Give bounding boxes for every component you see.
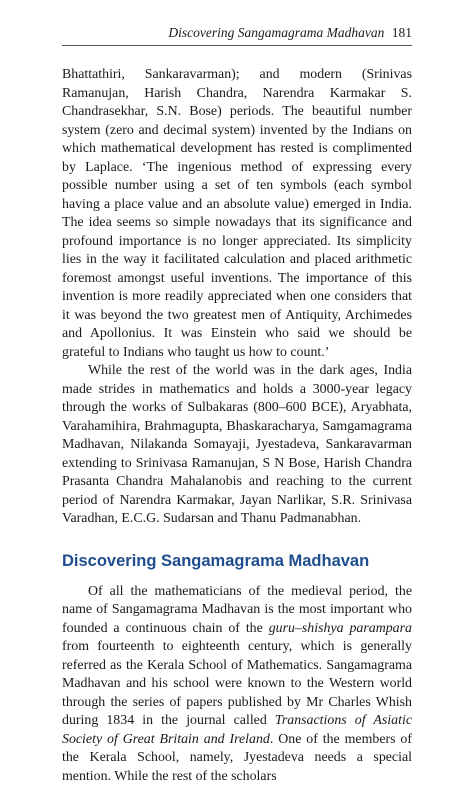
paragraph-2: While the rest of the world was in the dark ages, India made strides in mathematics and holds a 3000-year legacy through the works of Sulbakaras (800–600 BCE), Aryabhata, Varahamihira, Brahmagupta, Bhaskaracharya, Samgamagrama Madhavan, Nilakanda Somayaji, Jyestadeva, Sankaravarman extending to Srinivasa Ramanujan, S N Bose, Harish Chandra Prasanta Chandra Mahalanobis and reaching to the current period of Narendra Karmakar, Jayan Narlikar, S.R. Srinivasa Varadhan, E.C.G. Sudarsan and Thanu Padmanabhan. [62, 362, 412, 529]
paragraph-3-text-c: . One of the members of the Kerala School, namely, Jyestadeva needs a special mention. While the rest of the scholars [62, 732, 412, 784]
section-heading: Discovering Sangamagrama Madhavan [62, 551, 412, 571]
paragraph-3-text-a: Of all the mathematicians of the medieval period, the name of Sangamagrama Madhavan is the most important who founded a continuous chain of the [62, 584, 412, 636]
page-number: 181 [392, 25, 412, 40]
paragraph-3-italic-term: guru–shishya parampara [269, 621, 412, 636]
running-header-title: Discovering Sangamagrama Madhavan [168, 25, 384, 40]
paragraph-3-journal-title: Transactions of Asiatic Society of Great Britain and Ireland [62, 713, 412, 747]
body-text [62, 66, 412, 786]
paragraph-1: Bhattathiri, Sankaravarman); and modern (Srinivas Ramanujan, Harish Chandra, Narendra Karmakar S. Chandrasekhar, S.N. Bose) periods. The beautiful number system (zero and decimal system) invented by the Indians on which mathematical development has rested is complimented by Laplace. ‘The ingenious method of expressing every possible number using a set of ten symbols (each symbol having a place value and an absolute value) emerged in India. The idea seems so simple nowadays that its significance and profound importance is no longer appreciated. Its simplicity lies in the way it facilitated calculation and placed arithmetic foremost amongst useful inventions. The importance of this invention is more readily appreciated when one considers that it was beyond the two greatest men of Antiquity, Archimedes and Apollonius. It was Einstein who said we should be grateful to Indians who taught us how to count.’ [62, 66, 412, 362]
running-header [62, 24, 412, 46]
paragraph-3-text-b: from fourteenth to eighteenth century, which is generally referred as the Kerala School of Mathematics. Sangamagrama Madhavan and his school were known to the Western world through the series of papers published by Mr Charles Whish during 1834 in the journal called [62, 639, 412, 728]
paragraph-3 [62, 583, 412, 786]
